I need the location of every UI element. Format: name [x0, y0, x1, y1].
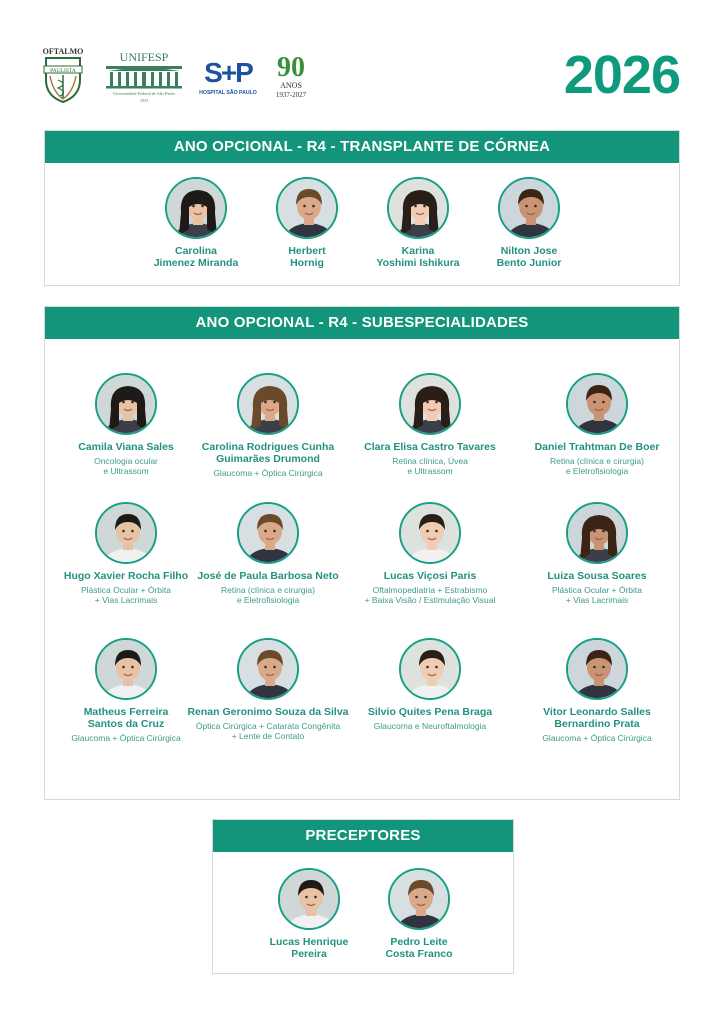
person-card — [183, 502, 353, 605]
person-name-line1: Karina — [401, 245, 435, 257]
person-name-line1: Matheus Ferreira — [83, 706, 169, 718]
person-name — [345, 570, 515, 582]
person-name-line1: Luiza Sousa Soares — [547, 570, 647, 582]
person-name — [345, 706, 515, 718]
person-name-line2: Hornig — [290, 257, 324, 269]
person-specialty-line2: + Baixa Visão / Estimulação Visual — [364, 595, 496, 605]
person-name-line1: Carolina — [174, 245, 217, 257]
person-card — [372, 177, 464, 272]
oftalmo-logo-text: OFTALMO — [42, 47, 84, 56]
person-card — [483, 177, 575, 272]
person-specialty-line1: Oncologia ocular — [94, 456, 158, 466]
person-name-line1: José de Paula Barbosa Neto — [197, 570, 339, 582]
cornea-transplant-section — [44, 130, 680, 286]
person-name — [512, 706, 682, 730]
person-name — [261, 245, 353, 269]
person-name — [263, 936, 355, 960]
person-name-line1: Vitor Leonardo Salles — [543, 706, 651, 718]
avatar — [399, 502, 461, 564]
person-name — [183, 706, 353, 718]
person-specialty — [512, 585, 682, 605]
avatar — [388, 868, 450, 930]
person-specialty-line2: e Eletrofisiologia — [565, 466, 629, 476]
person-card — [345, 638, 515, 731]
avatar — [237, 638, 299, 700]
avatar — [498, 177, 560, 239]
avatar — [278, 868, 340, 930]
year-title: 2026 — [563, 45, 680, 105]
person-name-line2: Bernardino Prata — [554, 718, 640, 730]
person-name-line1: Hugo Xavier Rocha Filho — [63, 570, 189, 582]
avatar — [95, 373, 157, 435]
person-specialty-line2: + Vias Lacrimais — [565, 595, 629, 605]
person-name-line1: Daniel Trahtman De Boer — [534, 441, 660, 453]
person-card — [345, 373, 515, 476]
section-title-cornea: ANO OPCIONAL - R4 - TRANSPLANTE DE CÓRNEA — [45, 131, 679, 163]
person-specialty-line1: Glaucoma + Óptica Cirúrgica — [213, 468, 323, 478]
person-card — [512, 373, 682, 476]
person-specialty-line1: Glaucoma + Óptica Cirúrgica — [71, 733, 181, 743]
person-specialty-line1: Plástica Ocular + Órbita — [552, 585, 642, 595]
hsp-logo-text: S+P — [204, 57, 252, 88]
person-name-line1: Lucas Henrique — [269, 936, 349, 948]
section-title-subspecialties: ANO OPCIONAL - R4 - SUBESPECIALIDADES — [45, 307, 679, 339]
person-name-line2: Costa Franco — [385, 948, 453, 960]
person-name — [512, 441, 682, 453]
unifesp-subtitle: Universidade Federal de São Paulo — [113, 91, 175, 96]
avatar — [95, 502, 157, 564]
person-name-line1: Carolina Rodrigues Cunha — [201, 441, 335, 453]
hospital-sao-paulo-logo — [198, 52, 258, 98]
avatar — [237, 373, 299, 435]
person-card — [512, 502, 682, 605]
person-card — [150, 177, 242, 272]
anniversary-word: ANOS — [280, 81, 302, 90]
person-specialty — [512, 456, 682, 476]
person-name — [183, 570, 353, 582]
anniversary-years: 1937-2027 — [275, 91, 307, 99]
person-specialty-line2: e Ultrassom — [103, 466, 149, 476]
person-specialty — [512, 733, 682, 743]
anniversary-number: 90 — [277, 52, 305, 83]
person-name-line1: Nilton Jose — [500, 245, 558, 257]
avatar — [566, 502, 628, 564]
person-specialty-line2: e Ultrassom — [407, 466, 453, 476]
person-name — [345, 441, 515, 453]
person-specialty-line2: + Vias Lacrimais — [94, 595, 158, 605]
avatar — [566, 373, 628, 435]
person-specialty-line1: Retina (clínica e cirurgia) — [549, 456, 644, 466]
person-card — [183, 373, 353, 478]
hsp-subtitle: HOSPITAL SÃO PAULO — [199, 90, 257, 96]
person-name-line2: Jimenez Miranda — [153, 257, 239, 269]
person-specialty-line1: Glaucoma + Óptica Cirúrgica — [542, 733, 652, 743]
person-card — [263, 868, 355, 963]
person-card — [373, 868, 465, 963]
person-specialty-line1: Retina (clínica e cirurgia) — [220, 585, 315, 595]
person-name-line1: Renan Geronimo Souza da Silva — [187, 706, 349, 718]
person-name-line1: Pedro Leite — [390, 936, 448, 948]
person-name-line2: Yoshimi Ishikura — [376, 257, 460, 269]
person-name — [150, 245, 242, 269]
person-specialty — [183, 721, 353, 741]
avatar — [566, 638, 628, 700]
subspecialties-section — [44, 306, 680, 800]
anniversary-90-logo — [268, 50, 314, 102]
person-specialty-line1: Óptica Cirúrgica + Catarata Congênita — [195, 721, 341, 731]
person-name-line2: Pereira — [291, 948, 327, 960]
person-name — [483, 245, 575, 269]
person-name-line2: Guimarães Drumond — [216, 453, 320, 465]
person-name — [373, 936, 465, 960]
oftalmo-ribbon-text: PAULISTA — [50, 68, 76, 74]
avatar — [165, 177, 227, 239]
person-card — [512, 638, 682, 743]
person-name — [372, 245, 464, 269]
person-name-line2: Bento Junior — [496, 257, 562, 269]
person-specialty-line1: Retina clínica, Úvea — [392, 456, 468, 466]
person-specialty-line1: Oftalmopediatria + Estrabismo — [372, 585, 488, 595]
oftalmo-logo — [38, 46, 88, 104]
section-title-preceptors: PRECEPTORES — [213, 820, 513, 852]
unifesp-logo — [98, 50, 190, 104]
person-specialty-line1: Glaucoma e Neuroftalmologia — [373, 721, 487, 731]
person-specialty-line2: + Lente de Contato — [231, 731, 305, 741]
preceptors-section — [212, 819, 514, 974]
person-specialty-line1: Plástica Ocular + Órbita — [81, 585, 171, 595]
person-name — [183, 441, 353, 465]
person-card — [345, 502, 515, 605]
person-name-line2: Santos da Cruz — [87, 718, 165, 730]
person-card — [183, 638, 353, 741]
person-specialty — [183, 468, 353, 478]
unifesp-logo-text: UNIFESP — [119, 50, 169, 64]
person-specialty — [345, 585, 515, 605]
person-name-line1: Clara Elisa Castro Tavares — [364, 441, 496, 453]
avatar — [95, 638, 157, 700]
person-specialty — [345, 456, 515, 476]
person-name-line1: Herbert — [288, 245, 326, 257]
person-specialty — [345, 721, 515, 731]
person-name-line1: Silvio Quites Pena Braga — [367, 706, 493, 718]
person-name-line1: Camila Viana Sales — [78, 441, 174, 453]
avatar — [399, 638, 461, 700]
person-specialty-line2: e Eletrofisiologia — [236, 595, 300, 605]
avatar — [276, 177, 338, 239]
person-card — [261, 177, 353, 272]
avatar — [237, 502, 299, 564]
person-name-line1: Lucas Viçosi Paris — [383, 570, 477, 582]
unifesp-year: 1933 — [140, 98, 148, 103]
page-header — [0, 0, 724, 120]
person-specialty — [183, 585, 353, 605]
person-name — [512, 570, 682, 582]
avatar — [399, 373, 461, 435]
avatar — [387, 177, 449, 239]
